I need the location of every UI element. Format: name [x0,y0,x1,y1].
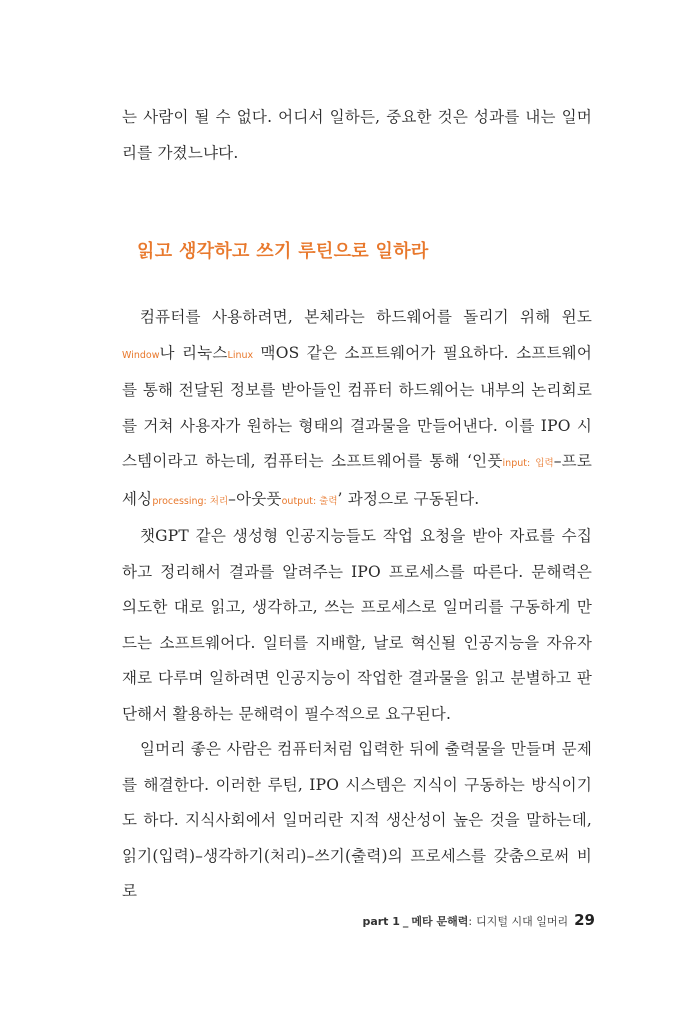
gloss-window: Window [122,349,160,361]
paragraph-text: 나 리눅스 [159,343,228,362]
gloss-input: input: 입력 [502,458,554,469]
footer-separator: _ [402,915,409,928]
paragraph-generative-ai: 챗GPT 같은 생성형 인공지능들도 작업 요청을 받아 자료를 수집하고 정리해서 결과를 알려주는 IPO 프로세스를 따른다. 문해력은 의도한 대로 읽고, 생각하고, 쓰는 프로세스로 일머리를 구동하게 만드는 소프트웨어다. 일터를 지배할, 날로 혁신될 인공지능을 자유자재로 다루며 일하려면 인공지능이 작업한 결과물을 읽고 분별하고 판단해서 활용하는 문해력이 필수적으로 요구된다. [122,527,592,723]
body-text [122,300,592,910]
gloss-processing: processing: 처리 [152,495,229,507]
section-heading: 읽고 생각하고 쓰기 루틴으로 일하라 [137,241,429,262]
footer-section: 메타 문해력 [411,915,469,928]
intro-paragraph: 는 사람이 될 수 없다. 어디서 일하든, 중요한 것은 성과를 내는 일머리를 가졌느냐다. [122,108,592,162]
paragraph-ipo-software [122,300,592,519]
paragraph-text: –아웃풋 [228,489,282,508]
gloss-output: output: 출력 [281,495,338,507]
footer-colon: : [468,915,473,928]
paragraph-text: ’ 과정으로 구동된다. [337,489,480,508]
footer-part: part 1 [362,915,400,928]
paragraph-text: –프로세싱 [122,452,593,508]
page-footer [362,911,595,929]
gloss-linux: Linux [227,349,254,361]
footer-title: 디지털 시대 일머리 [476,915,569,928]
paragraph-text: 컴퓨터를 사용하려면, 본체라는 하드웨어를 돌리기 위해 윈도 [140,308,592,326]
page-number: 29 [574,911,595,929]
paragraph-ilmeori: 일머리 좋은 사람은 컴퓨터처럼 입력한 뒤에 출력물을 만들며 문제를 해결한다. 이러한 루틴, IPO 시스템은 지식이 구동하는 방식이기도 하다. 지식사회에서 일머리란 지적 생산성이 높은 것을 말하는데, 읽기(입력)–생각하기(처리)–쓰기(출력)의 프로세스를 갖춤으로써 비로 [122,740,592,900]
paragraph-text: 맥OS 같은 소프트웨어가 필요하다. 소프트웨어를 통해 전달된 정보를 받아들인 컴퓨터 하드웨어는 내부의 논리회로를 거쳐 사용자가 원하는 형태의 결과물을 만들어낸다. 이를 IPO 시스템이라고 하는데, 컴퓨터는 소프트웨어를 통해 ‘인풋 [122,343,592,470]
